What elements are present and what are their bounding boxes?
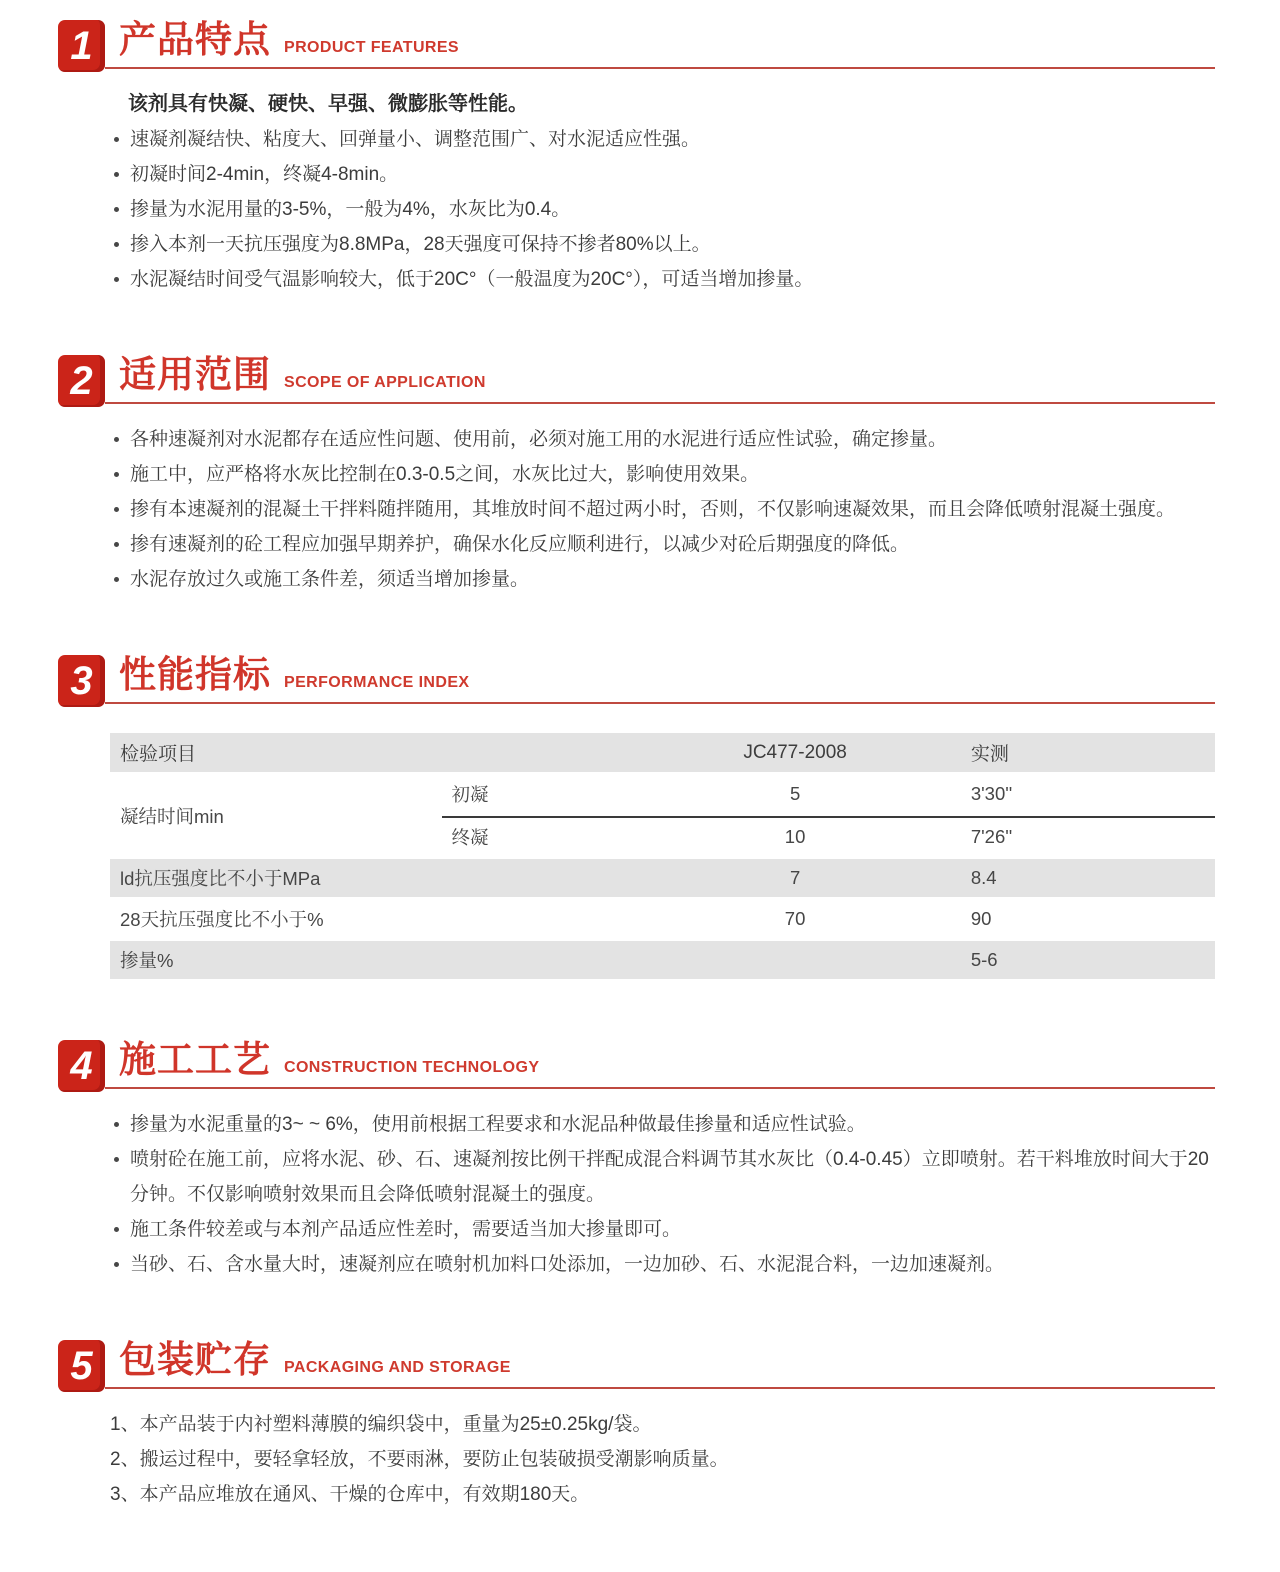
list-item: 掺入本剂一天抗压强度为8.8MPa，28天强度可保持不掺者80%以上。 [113, 227, 1215, 262]
section-number: 2 [70, 358, 93, 403]
list-item: 3、本产品应堆放在通风、干燥的仓库中，有效期180天。 [110, 1484, 590, 1505]
cell-r3-standard [629, 941, 961, 979]
packaging-list [58, 1407, 1215, 1512]
list-item: 1、本产品装于内衬塑料薄膜的编织袋中，重量为25±0.25kg/袋。 [110, 1414, 652, 1435]
section-1-title-zh: 产品特点 [119, 19, 271, 60]
table-row-1d-strength [110, 859, 1215, 897]
cell-r3-item: 掺量% [110, 941, 629, 979]
table-row-dosage [110, 941, 1215, 979]
section-packaging-storage [58, 1340, 1215, 1512]
section-2-rule [105, 356, 1215, 404]
table-header-row [110, 733, 1215, 772]
section-4-title-zh: 施工工艺 [119, 1039, 271, 1080]
cell-r2-measured: 90 [970, 908, 992, 929]
list-item: 掺有本速凝剂的混凝土干拌料随拌随用，其堆放时间不超过两小时，否则，不仅影响速凝效果，而且会降低喷射混凝土强度。 [113, 492, 1215, 527]
section-number: 1 [70, 23, 93, 68]
section-product-features [58, 20, 1215, 297]
section-number: 3 [70, 658, 93, 703]
header-cell-measured: 实测 [961, 733, 1215, 772]
scope-list [58, 422, 1215, 597]
section-1-rule [105, 21, 1215, 69]
section-3-title-en: PERFORMANCE INDEX [284, 674, 470, 691]
list-item: 当砂、石、含水量大时，速凝剂应在喷射机加料口处添加，一边加砂、石、水泥混合料，一边加速凝剂。 [113, 1247, 1215, 1282]
section-3-rule [105, 656, 1215, 704]
cell-r3-measured: 5-6 [961, 941, 1215, 979]
section-5-rule [105, 1341, 1215, 1389]
list-item: 2、搬运过程中，要轻拿轻放，不要雨淋，要防止包装破损受潮影响质量。 [110, 1449, 729, 1470]
list-item: 各种速凝剂对水泥都存在适应性问题、使用前，必须对施工用的水泥进行适应性试验，确定掺量。 [113, 422, 1215, 457]
cell-final-measured: 7'26'' [961, 816, 1215, 856]
list-item: 施工中，应严格将水灰比控制在0.3-0.5之间，水灰比过大，影响使用效果。 [113, 457, 1215, 492]
section-5-title-en: PACKAGING AND STORAGE [284, 1359, 511, 1376]
header-cell-standard: JC477-2008 [629, 733, 961, 772]
cell-r1-standard: 7 [629, 859, 961, 897]
list-item: 喷射砼在施工前，应将水泥、砂、石、速凝剂按比例干拌配成混合料调节其水灰比（0.4-0.45）立即喷射。若干料堆放时间大于20分钟。不仅影响喷射效果而且会降低喷射混凝土的强度。 [113, 1142, 1215, 1212]
section-3-title-zh: 性能指标 [119, 654, 271, 695]
construction-list [58, 1107, 1215, 1282]
product-features-list [58, 122, 1215, 297]
section-1-header [58, 20, 1215, 69]
cell-r2-item: 28天抗压强度比不小于% [120, 909, 324, 930]
cell-r1-measured: 8.4 [961, 859, 1215, 897]
section-2-title-zh: 适用范围 [119, 354, 271, 395]
section-number: 5 [70, 1343, 93, 1388]
section-3-header [58, 655, 1215, 704]
list-item: 速凝剂凝结快、粘度大、回弹量小、调整范围广、对水泥适应性强。 [113, 122, 1215, 157]
section-5-number-badge [58, 1340, 105, 1392]
cell-r2-standard: 70 [784, 908, 806, 929]
performance-table [110, 730, 1215, 982]
section-4-rule [105, 1041, 1215, 1089]
header-cell-item: 检验项目 [110, 733, 442, 772]
header-cell-sub [442, 733, 630, 772]
section-5-header [58, 1340, 1215, 1389]
section-2-number-badge [58, 355, 105, 407]
cell-final-standard: 10 [629, 816, 961, 856]
section-performance-index [58, 655, 1215, 982]
cell-initial-sub: 初凝 [451, 784, 489, 805]
list-item: 水泥存放过久或施工条件差，须适当增加掺量。 [113, 562, 1215, 597]
list-item: 初凝时间2-4min，终凝4-8min。 [113, 157, 1215, 192]
section-construction-technology [58, 1040, 1215, 1282]
section-scope-of-application [58, 355, 1215, 597]
section-4-title-en: CONSTRUCTION TECHNOLOGY [284, 1059, 540, 1076]
section-5-title-zh: 包装贮存 [119, 1339, 271, 1380]
section-2-title-en: SCOPE OF APPLICATION [284, 374, 486, 391]
table-row-28d-strength [110, 900, 1215, 938]
list-item: 掺量为水泥用量的3-5%，一般为4%，水灰比为0.4。 [113, 192, 1215, 227]
table-row-setting-initial [110, 775, 1215, 813]
list-item: 水泥凝结时间受气温影响较大，低于20C°（一般温度为20C°），可适当增加掺量。 [113, 262, 1215, 297]
list-item: 施工条件较差或与本剂产品适应性差时，需要适当加大掺量即可。 [113, 1212, 1215, 1247]
section-1-number-badge [58, 20, 105, 72]
cell-setting-group-label: 凝结时间min [120, 805, 224, 827]
product-intro-line: 该剂具有快凝、硬快、早强、微膨胀等性能。 [128, 93, 528, 115]
cell-initial-measured: 3'30'' [970, 783, 1013, 804]
section-2-header [58, 355, 1215, 404]
section-1-title-en: PRODUCT FEATURES [284, 39, 459, 56]
section-4-number-badge [58, 1040, 105, 1092]
list-item: 掺有速凝剂的砼工程应加强早期养护，确保水化反应顺利进行，以减少对砼后期强度的降低。 [113, 527, 1215, 562]
section-3-number-badge [58, 655, 105, 707]
list-item: 掺量为水泥重量的3~ ~ 6%，使用前根据工程要求和水泥品种做最佳掺量和适应性试验。 [113, 1107, 1215, 1142]
section-4-header [58, 1040, 1215, 1089]
cell-final-sub: 终凝 [442, 816, 630, 856]
cell-r1-item: ld抗压强度比不小于MPa [110, 859, 629, 897]
section-number: 4 [70, 1043, 93, 1088]
cell-initial-standard: 5 [789, 783, 801, 804]
